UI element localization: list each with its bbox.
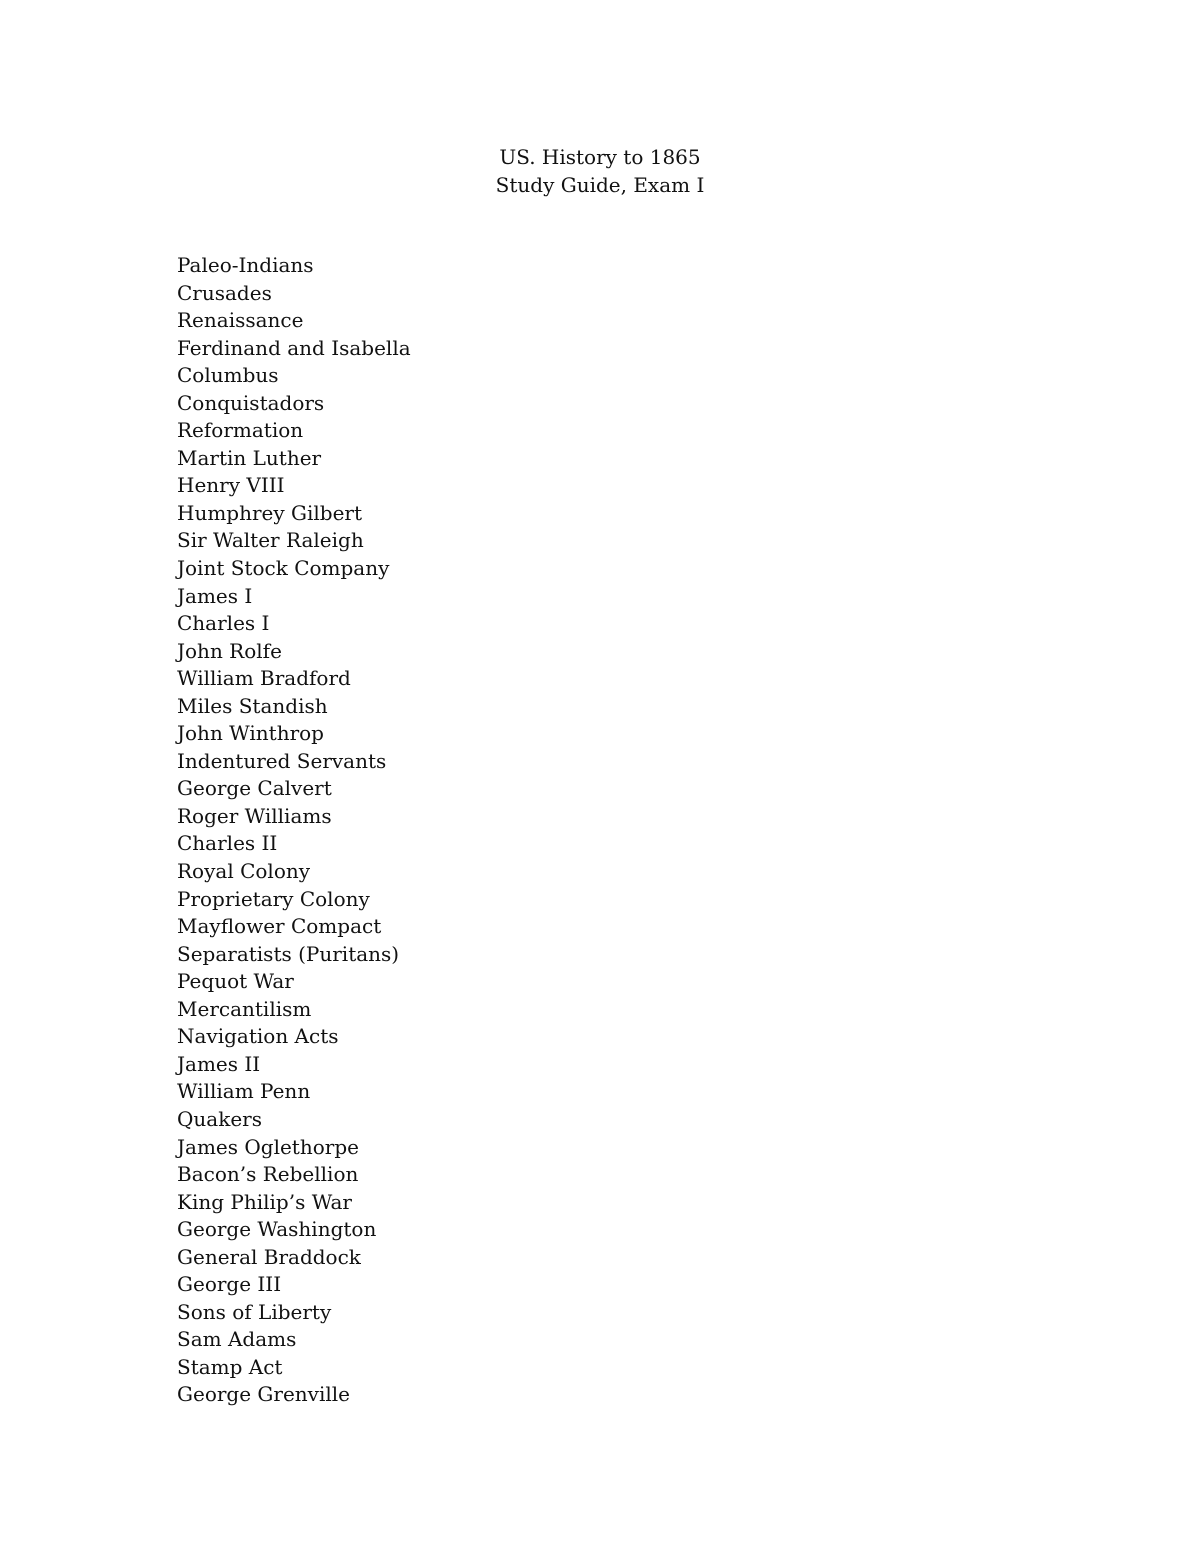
term-item: Conquistadors xyxy=(177,390,325,415)
document-subtitle: Study Guide, Exam I xyxy=(495,173,705,197)
term-item: William Penn xyxy=(177,1079,311,1104)
term-item: Martin Luther xyxy=(177,445,322,470)
term-item: Crusades xyxy=(177,280,272,305)
course-title: US. History to 1865 xyxy=(499,145,701,169)
term-item: Miles Standish xyxy=(177,693,328,718)
term-item: William Bradford xyxy=(177,666,351,691)
term-item: Henry VIII xyxy=(177,473,285,498)
term-item: James I xyxy=(177,583,253,608)
term-item: Stamp Act xyxy=(177,1354,283,1379)
term-list xyxy=(177,252,411,1409)
term-item: Mercantilism xyxy=(177,996,312,1021)
term-item: Joint Stock Company xyxy=(177,556,390,581)
term-item: George Washington xyxy=(177,1217,377,1242)
term-item: Ferdinand and Isabella xyxy=(177,335,411,360)
term-item: Bacon’s Rebellion xyxy=(177,1162,359,1187)
term-item: Paleo-Indians xyxy=(177,253,314,277)
term-item: George Grenville xyxy=(177,1382,350,1407)
term-item: Columbus xyxy=(177,363,279,388)
term-item: Renaissance xyxy=(177,308,304,333)
term-item: Proprietary Colony xyxy=(177,886,370,911)
term-item: George III xyxy=(177,1272,282,1297)
term-item: Separatists (Puritans) xyxy=(177,941,400,966)
term-item: Sam Adams xyxy=(177,1327,297,1352)
term-item: Quakers xyxy=(177,1106,262,1131)
term-item: Sir Walter Raleigh xyxy=(177,528,364,553)
term-item: Charles II xyxy=(177,831,278,856)
term-item: Mayflower Compact xyxy=(177,914,382,939)
term-item: King Philip’s War xyxy=(177,1189,352,1214)
term-item: Royal Colony xyxy=(177,859,311,884)
term-item: Sons of Liberty xyxy=(177,1299,332,1324)
term-item: Reformation xyxy=(177,418,304,443)
term-item: Roger Williams xyxy=(177,803,332,828)
term-item: George Calvert xyxy=(177,776,332,801)
term-item: John Rolfe xyxy=(177,638,282,663)
term-item: Pequot War xyxy=(177,969,294,994)
term-item: James II xyxy=(177,1051,261,1076)
term-item: Charles I xyxy=(177,611,270,636)
term-item: General Braddock xyxy=(177,1244,361,1269)
term-item: John Winthrop xyxy=(177,721,324,746)
term-item: Indentured Servants xyxy=(177,748,387,773)
document-header xyxy=(0,143,1200,199)
term-item: Humphrey Gilbert xyxy=(177,500,363,525)
term-item: Navigation Acts xyxy=(177,1024,339,1049)
term-item: James Oglethorpe xyxy=(177,1134,359,1159)
